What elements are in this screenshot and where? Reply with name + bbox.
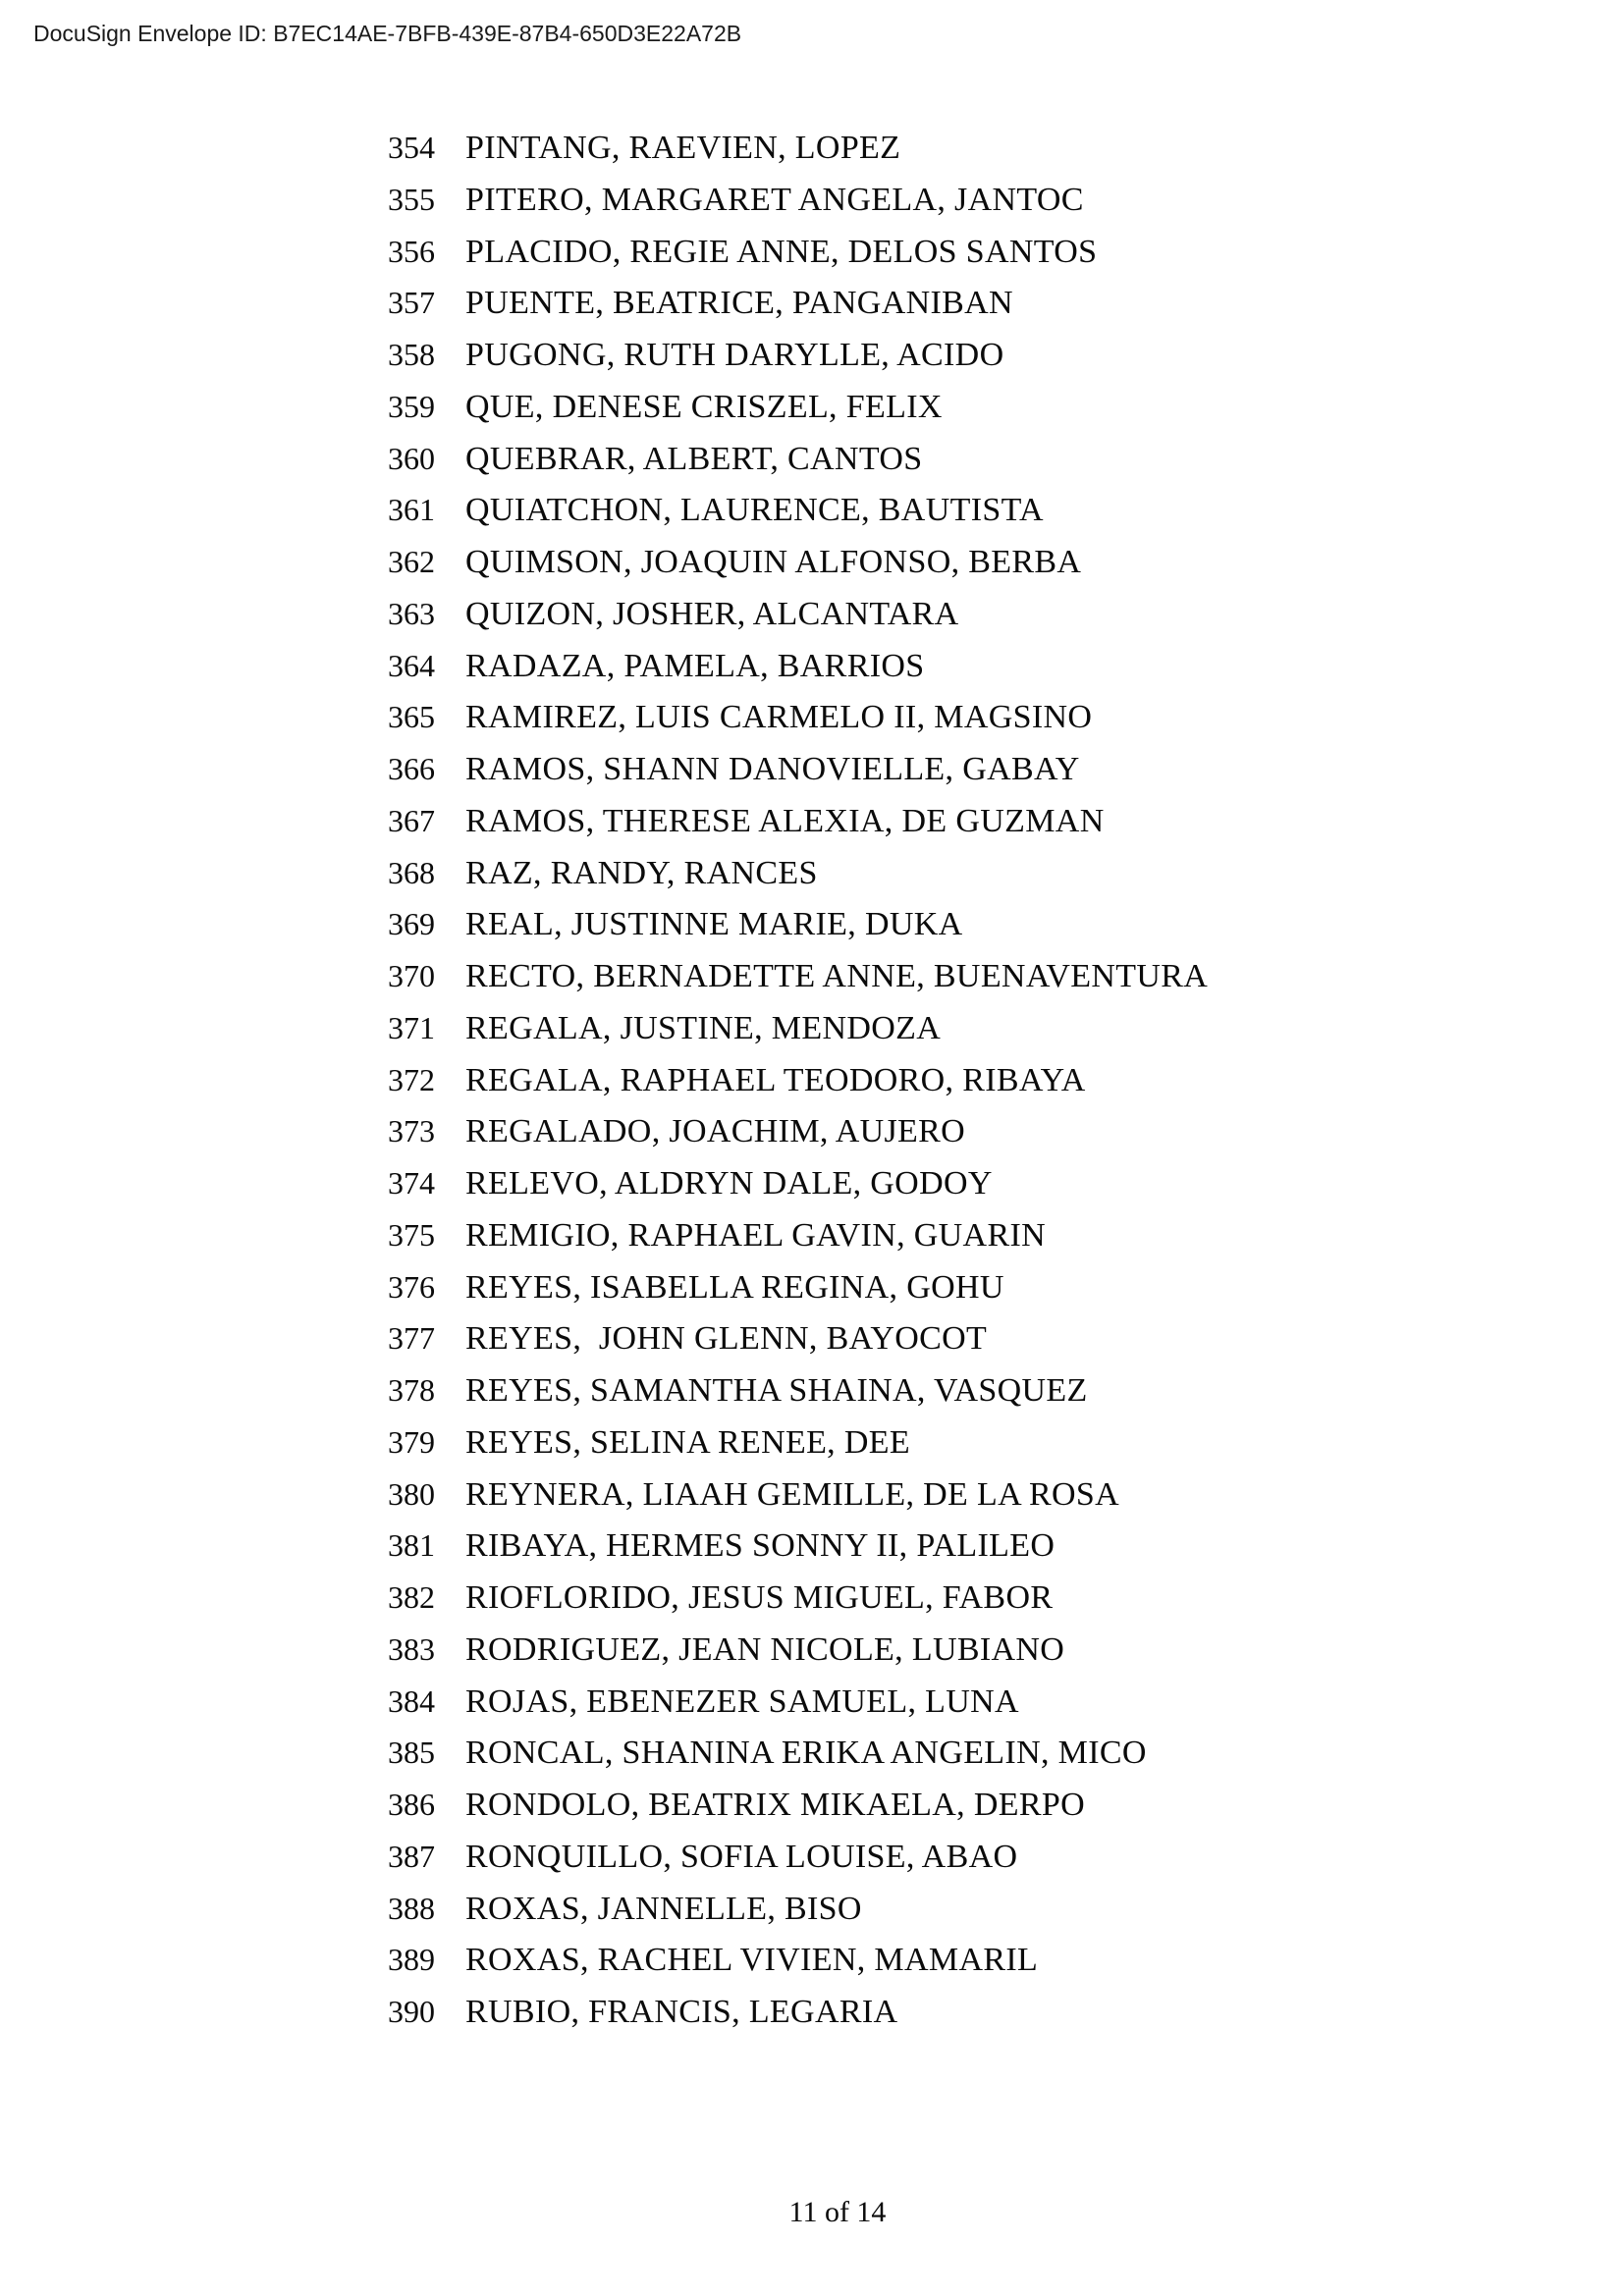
list-item <box>329 1624 1624 1676</box>
list-item <box>329 898 1624 950</box>
entry-name: REGALA, JUSTINE, MENDOZA <box>465 1009 942 1046</box>
entry-name: REYES, JOHN GLENN, BAYOCOT <box>465 1320 988 1358</box>
entry-name: PLACIDO, REGIE ANNE, DELOS SANTOS <box>465 233 1098 270</box>
entry-name: REYES, SELINA RENEE, DEE <box>465 1423 910 1461</box>
entry-name: QUE, DENESE CRISZEL, FELIX <box>465 388 943 425</box>
entry-name: REGALADO, JOACHIM, AUJERO <box>465 1113 966 1150</box>
entry-number: 376 <box>388 1268 435 1305</box>
list-item <box>329 743 1624 795</box>
entry-name: RONDOLO, BEATRIX MIKAELA, DERPO <box>465 1787 1086 1823</box>
entry-name: RELEVO, ALDRYN DALE, GODOY <box>465 1165 993 1201</box>
entry-number: 371 <box>388 1009 435 1045</box>
entry-number: 368 <box>388 854 435 890</box>
entry-name: RAMOS, THERESE ALEXIA, DE GUZMAN <box>465 802 1105 839</box>
list-item <box>329 691 1624 743</box>
name-list <box>329 122 1624 2038</box>
list-item <box>329 640 1624 692</box>
entry-name: PUENTE, BEATRICE, PANGANIBAN <box>465 285 1013 322</box>
entry-number: 358 <box>388 337 435 372</box>
entry-name: QUEBRAR, ALBERT, CANTOS <box>465 440 923 477</box>
entry-number: 354 <box>388 130 435 165</box>
entry-number: 386 <box>388 1787 435 1822</box>
list-item <box>329 795 1624 847</box>
list-item <box>329 847 1624 899</box>
list-item <box>329 1883 1624 1935</box>
list-item <box>329 1779 1624 1831</box>
entry-name: RECTO, BERNADETTE ANNE, BUENAVENTURA <box>465 958 1209 994</box>
list-item <box>329 1209 1624 1261</box>
list-item <box>329 1572 1624 1624</box>
entry-number: 378 <box>388 1372 435 1408</box>
entry-name: RONQUILLO, SOFIA LOUISE, ABAO <box>465 1838 1018 1875</box>
entry-number: 389 <box>388 1942 435 1978</box>
list-item <box>329 277 1624 329</box>
list-item <box>329 1416 1624 1468</box>
entry-number: 364 <box>388 647 435 683</box>
entry-number: 357 <box>388 285 435 321</box>
entry-name: PUGONG, RUTH DARYLLE, ACIDO <box>465 337 1004 373</box>
entry-number: 383 <box>388 1630 435 1667</box>
entry-number: 356 <box>388 233 435 269</box>
entry-number: 369 <box>388 906 435 942</box>
list-item <box>329 1520 1624 1572</box>
list-item <box>329 1157 1624 1209</box>
entry-name: ROXAS, RACHEL VIVIEN, MAMARIL <box>465 1942 1039 1979</box>
list-item <box>329 433 1624 485</box>
list-item <box>329 950 1624 1002</box>
list-item <box>329 174 1624 226</box>
entry-name: RUBIO, FRANCIS, LEGARIA <box>465 1994 898 2030</box>
entry-number: 380 <box>388 1475 435 1512</box>
list-item <box>329 381 1624 433</box>
page-number: 11 of 14 <box>788 2196 887 2228</box>
entry-name: QUIZON, JOSHER, ALCANTARA <box>465 595 959 632</box>
list-item <box>329 1261 1624 1313</box>
entry-name: ROJAS, EBENEZER SAMUEL, LUNA <box>465 1682 1019 1720</box>
list-item <box>329 226 1624 278</box>
list-item <box>329 1986 1624 2038</box>
entry-number: 381 <box>388 1527 435 1564</box>
entry-number: 365 <box>388 699 435 735</box>
entry-number: 377 <box>388 1320 435 1357</box>
entry-number: 375 <box>388 1216 435 1253</box>
entry-number: 355 <box>388 181 435 217</box>
list-item <box>329 122 1624 174</box>
entry-name: ROXAS, JANNELLE, BISO <box>465 1890 862 1927</box>
entry-name: RIOFLORIDO, JESUS MIGUEL, FABOR <box>465 1579 1054 1616</box>
entry-name: REMIGIO, RAPHAEL GAVIN, GUARIN <box>465 1216 1047 1254</box>
entry-name: RAZ, RANDY, RANCES <box>465 854 818 891</box>
entry-name: RAMOS, SHANN DANOVIELLE, GABAY <box>465 751 1080 787</box>
entry-name: RODRIGUEZ, JEAN NICOLE, LUBIANO <box>465 1630 1065 1668</box>
entry-name: REYES, SAMANTHA SHAINA, VASQUEZ <box>465 1372 1088 1409</box>
entry-number: 379 <box>388 1423 435 1460</box>
list-item <box>329 1934 1624 1986</box>
entry-name: RIBAYA, HERMES SONNY II, PALILEO <box>465 1527 1056 1565</box>
entry-number: 385 <box>388 1735 435 1771</box>
entry-number: 384 <box>388 1682 435 1719</box>
entry-name: REGALA, RAPHAEL TEODORO, RIBAYA <box>465 1061 1086 1098</box>
entry-number: 360 <box>388 440 435 476</box>
entry-name: PITERO, MARGARET ANGELA, JANTOC <box>465 181 1084 218</box>
entry-name: REYES, ISABELLA REGINA, GOHU <box>465 1268 1004 1306</box>
entry-number: 372 <box>388 1061 435 1097</box>
list-item <box>329 1727 1624 1779</box>
entry-name: PINTANG, RAEVIEN, LOPEZ <box>465 130 901 166</box>
entry-number: 361 <box>388 492 435 528</box>
list-item <box>329 1002 1624 1054</box>
list-item <box>329 484 1624 536</box>
entry-number: 374 <box>388 1165 435 1201</box>
list-item <box>329 536 1624 588</box>
list-item <box>329 1468 1624 1521</box>
entry-number: 366 <box>388 751 435 786</box>
list-item <box>329 1105 1624 1157</box>
entry-number: 388 <box>388 1890 435 1926</box>
entry-number: 362 <box>388 544 435 579</box>
list-item <box>329 588 1624 640</box>
docusign-envelope-id: DocuSign Envelope ID: B7EC14AE-7BFB-439E-87B4-650D3E22A72B <box>33 21 742 46</box>
entry-number: 382 <box>388 1579 435 1615</box>
entry-name: REYNERA, LIAAH GEMILLE, DE LA ROSA <box>465 1475 1120 1513</box>
entry-name: RONCAL, SHANINA ERIKA ANGELIN, MICO <box>465 1735 1147 1772</box>
entry-number: 363 <box>388 595 435 631</box>
entry-name: RADAZA, PAMELA, BARRIOS <box>465 647 925 684</box>
entry-number: 390 <box>388 1994 435 2029</box>
list-item <box>329 1312 1624 1364</box>
entry-number: 387 <box>388 1838 435 1874</box>
entry-name: REAL, JUSTINNE MARIE, DUKA <box>465 906 963 943</box>
entry-number: 370 <box>388 958 435 993</box>
list-item <box>329 1676 1624 1728</box>
entry-name: RAMIREZ, LUIS CARMELO II, MAGSINO <box>465 699 1093 736</box>
entry-name: QUIMSON, JOAQUIN ALFONSO, BERBA <box>465 544 1082 580</box>
entry-number: 367 <box>388 802 435 838</box>
entry-number: 359 <box>388 388 435 424</box>
list-item <box>329 1364 1624 1416</box>
entry-number: 373 <box>388 1113 435 1149</box>
list-item <box>329 329 1624 381</box>
list-item <box>329 1054 1624 1106</box>
list-item <box>329 1831 1624 1883</box>
entry-name: QUIATCHON, LAURENCE, BAUTISTA <box>465 492 1044 529</box>
